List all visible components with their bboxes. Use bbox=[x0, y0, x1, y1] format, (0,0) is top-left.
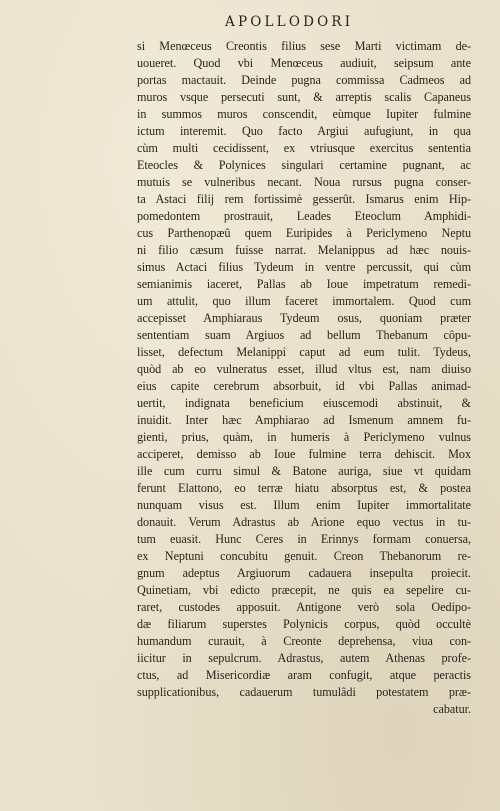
text-line: raret, custodes apposuit. Antigone verò sola Oedipo- bbox=[137, 600, 471, 614]
text-line: gnum adeptus Argiuorum cadauera insepulta proiecit. bbox=[137, 566, 471, 580]
text-line: in summos muros conscendit, eùmque Iupiter fulmine bbox=[137, 107, 471, 121]
text-line: accepisset Amphiaraus Tydeum osus, quoniam præter bbox=[137, 311, 471, 325]
text-line: ex Neptuni concubitu genuit. Creon Thebanorum re- bbox=[137, 549, 471, 563]
text-line: si Menœceus Creontis filius sese Marti victimam de- bbox=[137, 39, 471, 53]
text-line: cabatur. bbox=[433, 702, 471, 716]
text-line: ille cum curru simul & Batone auriga, siue vt quidam bbox=[137, 464, 471, 478]
text-line: portas mactauit. Deinde pugna commissa Cadmeos ad bbox=[137, 73, 471, 87]
text-line: acciperet, demisso ab Ioue fulmine terra dehiscit. Mox bbox=[137, 447, 471, 461]
running-head: APOLLODORI bbox=[225, 14, 354, 30]
text-line: semianimis iaceret, Pallas ab Ioue impetratum remedi- bbox=[137, 277, 471, 291]
text-line: nunquam visus est. Illum enim Iupiter immortalitate bbox=[137, 498, 471, 512]
text-line: uertit, indignata beneficium eiuscemodi abstinuit, & bbox=[137, 396, 471, 410]
text-line: iicitur in sepulcrum. Adrastus, autem Athenas profe- bbox=[137, 651, 471, 665]
text-line: lisset, defectum Melanippi caput ad eum tulit. Tydeus, bbox=[137, 345, 471, 359]
text-line: gienti, prius, quàm, in humeris à Periclymeno vulnus bbox=[137, 430, 471, 444]
text-line: pomedontem prostrauit, Leades Eteoclum Amphidi- bbox=[137, 209, 471, 223]
text-line: ctus, ad Misericordiæ aram confugit, atque peractis bbox=[137, 668, 471, 682]
text-line: donauit. Verum Adrastus ab Arione equo vectus in tu- bbox=[137, 515, 471, 529]
text-line: tum euasit. Hunc Ceres in Erinnys formam conuersa, bbox=[137, 532, 471, 546]
text-line: ta Astaci filij rem fortissimè gesserût. Ismarus enim Hip- bbox=[137, 192, 471, 206]
text-line: ni filio cæsum fuisse narrat. Melanippus ad hæc nouis- bbox=[137, 243, 471, 257]
text-line: ictum interemit. Quo facto Argiui aufugiunt, in qua bbox=[137, 124, 471, 138]
text-line: Quinetiam, vbi edicto præcepit, ne quis ea sepelire cu- bbox=[137, 583, 471, 597]
text-line: inuidit. Inter hæc Amphiarao ad Ismenum amnem fu- bbox=[137, 413, 471, 427]
text-line: mutuis se vulneribus necant. Noua rursus pugna conser- bbox=[137, 175, 471, 189]
text-line: ferunt Elattono, eo terræ hiatu absorptus est, & postea bbox=[137, 481, 471, 495]
text-line: Eteocles & Polynices singulari certamine pugnant, ac bbox=[137, 158, 471, 172]
text-block bbox=[137, 38, 471, 718]
text-line: muros vsque persecuti sunt, & arreptis scalis Capaneus bbox=[137, 90, 471, 104]
text-line: sententiam suam Argiuos ad bellum Thebanum côpu- bbox=[137, 328, 471, 342]
text-line: quòd ab eo vulneratus esset, illud vltus est, nam diuiso bbox=[137, 362, 471, 376]
text-line: um attulit, quo illum faceret immortalem. Quod cum bbox=[137, 294, 471, 308]
text-line: humandum curauit, à Creonte deprehensa, viua con- bbox=[137, 634, 471, 648]
text-line: cùm multi cecidissent, ex vtriusque exercitus sententia bbox=[137, 141, 471, 155]
text-line: simus Actaci filius Tydeum in ventre percussit, qui cùm bbox=[137, 260, 471, 274]
text-line: uoueret. Quod vbi Menœceus audiuit, seipsum ante bbox=[137, 56, 471, 70]
text-line: supplicationibus, cadauerum tumulâdi potestatem præ- bbox=[137, 685, 471, 699]
text-line: cus Parthenopæû quem Euripides à Periclymeno Neptu bbox=[137, 226, 471, 240]
text-line: dæ filiarum superstes Polynicis corpus, quòd occultè bbox=[137, 617, 471, 631]
text-line: eius capite cerebrum absorbuit, id vbi Pallas animad- bbox=[137, 379, 471, 393]
